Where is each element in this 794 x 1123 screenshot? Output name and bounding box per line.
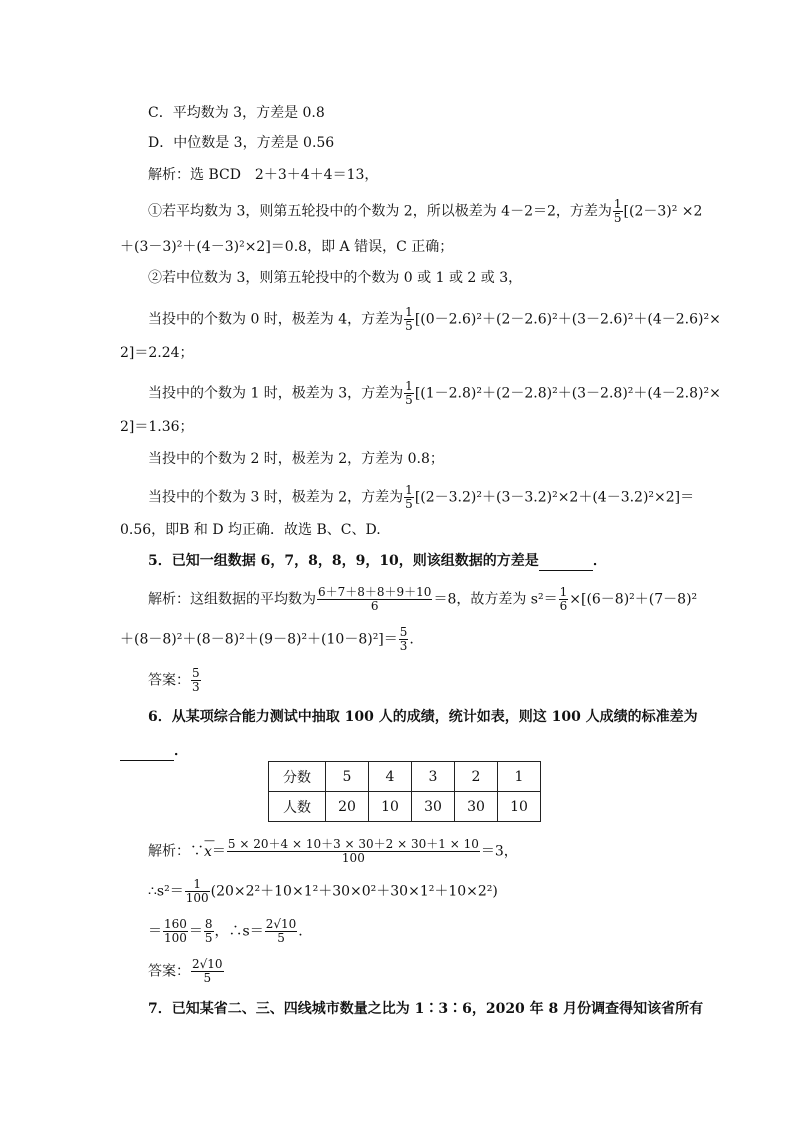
case-1-text: 当投中的个数为 1 时，极差为 3，方差为 xyxy=(148,385,404,402)
fraction-denominator: 3 xyxy=(399,639,408,653)
table-cell: 1 xyxy=(498,762,541,792)
fraction-numerator: 1 xyxy=(559,585,568,599)
mean-result: ＝3， xyxy=(480,843,518,860)
solution-line-1: 解析：选 BCD 2＋3＋4＋4＝13， xyxy=(148,167,379,183)
fraction-numerator: 2√10 xyxy=(265,917,297,931)
fraction-numerator: 1 xyxy=(405,379,413,393)
period: . xyxy=(409,631,414,648)
table-cell: 20 xyxy=(326,792,369,822)
case-0-expr: [(0－2.6)²＋(2－2.6)²＋(3－2.6)²＋(4－2.6)²× xyxy=(414,311,721,328)
fraction-one-fifth xyxy=(613,198,623,225)
period: . xyxy=(298,923,303,940)
answer-blank xyxy=(120,742,174,761)
fraction-denominator: 5 xyxy=(277,931,285,945)
std-dev-label: ，∴s＝ xyxy=(214,923,264,940)
q6-solution-line-1 xyxy=(148,838,518,865)
question-5-end: ． xyxy=(592,553,607,569)
result-fraction xyxy=(399,626,409,653)
fraction-denominator: 3 xyxy=(192,680,200,694)
fraction-numerator: 2√10 xyxy=(192,957,223,971)
fraction-denominator: 5 xyxy=(203,971,212,985)
question-5 xyxy=(148,552,607,571)
fraction-numerator: 1 xyxy=(405,305,413,319)
table-cell: 30 xyxy=(455,792,498,822)
q6-solution-line-3 xyxy=(148,918,303,945)
table-cell: 5 xyxy=(326,762,369,792)
table-cell: 3 xyxy=(412,762,455,792)
case-0-result: 2]＝2.24； xyxy=(120,345,194,361)
table-cell: 人数 xyxy=(269,792,326,822)
fraction-one-sixth xyxy=(559,586,569,613)
variance-expr: (20×2²＋10×1²＋30×0²＋30×1²＋10×2²) xyxy=(210,883,498,900)
table-cell: 30 xyxy=(412,792,455,822)
table-cell: 10 xyxy=(369,792,412,822)
mean-fraction xyxy=(227,838,480,865)
solution-line-2-expr: [(2－3)² ×2 xyxy=(623,203,703,220)
fraction-one-fifth xyxy=(404,380,414,407)
table-cell: 2 xyxy=(455,762,498,792)
question-6-line-2 xyxy=(120,742,188,761)
x-bar: — x xyxy=(204,843,212,861)
answer-label: 答案： xyxy=(148,963,190,980)
question-7: 7．已知某省二、三、四线城市数量之比为 1∶3∶6，2020 年 8 月份调查得知该省所有 xyxy=(148,1001,704,1017)
score-table xyxy=(268,761,541,822)
option-d: D．中位数是 3，方差是 0.56 xyxy=(148,135,335,151)
mean-fraction xyxy=(317,586,432,613)
fraction-numerator: 160 xyxy=(164,917,187,931)
fraction-numerator: 5 xyxy=(192,666,200,680)
case-3-result: 0.56，即B 和 D 均正确．故选 B、C、D. xyxy=(120,522,381,538)
case-1-result: 2]＝1.36； xyxy=(120,419,194,435)
mean-denominator: 100 xyxy=(341,851,365,865)
fraction-one-fifth xyxy=(404,484,414,511)
q5-solution-line-2 xyxy=(120,626,414,653)
solution-line-4: ②若中位数为 3，则第五轮投中的个数为 0 或 1 或 2 或 3， xyxy=(148,270,523,286)
case-0-text: 当投中的个数为 0 时，极差为 4，方差为 xyxy=(148,311,404,328)
fraction-numerator: 1 xyxy=(185,878,210,892)
solution-line-2 xyxy=(148,198,702,225)
case-1 xyxy=(148,380,721,407)
fraction-sqrt xyxy=(265,918,298,945)
case-3-expr: [(2－3.2)²＋(3－3.2)²×2＋(4－3.2)²×2]＝ xyxy=(414,489,695,506)
q5-solution-line-1 xyxy=(148,586,697,613)
mean-numerator: 5 × 20＋4 × 10＋3 × 30＋2 × 30＋1 × 10 xyxy=(227,837,479,851)
equals: ＝ xyxy=(188,923,203,940)
table-row xyxy=(269,792,541,822)
answer-fraction xyxy=(191,958,224,985)
question-6: 6．从某项综合能力测试中抽取 100 人的成绩，统计如表，则这 100 人成绩的标准差为 xyxy=(148,709,698,725)
q6-solution-text: 解析：∵ xyxy=(148,843,204,860)
fraction-8-5 xyxy=(204,918,214,945)
equals: ＝ xyxy=(148,923,162,940)
fraction-denominator: 5 xyxy=(613,211,622,225)
variance-label: ∴s²＝ xyxy=(148,883,184,900)
fraction-numerator: 1 xyxy=(613,197,622,211)
answer-blank xyxy=(539,552,593,571)
case-1-expr: [(1－2.8)²＋(2－2.8)²＋(3－2.8)²＋(4－2.8)²× xyxy=(414,385,721,402)
fraction-denominator: 5 xyxy=(405,319,413,333)
option-c: C．平均数为 3，方差是 0.8 xyxy=(148,105,325,121)
q5-answer xyxy=(148,667,202,694)
question-6-end: ． xyxy=(174,743,188,759)
q5-line-2-expr: ＋(8－8)²＋(8－8)²＋(9－8)²＋(10－8)²]＝ xyxy=(120,631,398,648)
fraction-denominator: 5 xyxy=(405,393,413,407)
fraction-denominator: 5 xyxy=(204,931,213,945)
case-0 xyxy=(148,306,721,333)
q6-solution-line-2 xyxy=(148,878,498,905)
fraction-denominator: 6 xyxy=(559,599,568,613)
case-3 xyxy=(148,484,694,511)
fraction-numerator: 8 xyxy=(204,917,213,931)
equals: ＝ xyxy=(211,843,226,860)
solution-line-3: ＋(3－3)²＋(4－3)²×2]＝0.8，即 A 错误，C 正确； xyxy=(120,239,454,255)
table-row xyxy=(269,762,541,792)
q5-variance-text: ＝8，故方差为 s²＝ xyxy=(433,591,558,608)
q5-variance-expr: ×[(6－8)²＋(7－8)² xyxy=(569,591,698,608)
question-5-text: 5．已知一组数据 6，7，8，8，9，10，则该组数据的方差是 xyxy=(148,553,539,569)
fraction-numerator: 1 xyxy=(405,483,413,497)
fraction-one-hundredth xyxy=(185,878,210,905)
fraction-one-fifth xyxy=(404,306,414,333)
fraction-denominator: 100 xyxy=(185,891,209,905)
table-cell: 4 xyxy=(369,762,412,792)
q5-solution-text: 解析：这组数据的平均数为 xyxy=(148,591,316,608)
q6-answer xyxy=(148,958,225,985)
case-3-text: 当投中的个数为 3 时，极差为 2，方差为 xyxy=(148,489,404,506)
table-cell: 分数 xyxy=(269,762,326,792)
fraction-160-100 xyxy=(163,918,188,945)
mean-denominator: 6 xyxy=(370,599,379,613)
fraction-denominator: 100 xyxy=(164,931,187,945)
fraction-numerator: 5 xyxy=(399,625,408,639)
solution-line-2-text: ①若平均数为 3，则第五轮投中的个数为 2，所以极差为 4－2＝2，方差为 xyxy=(148,203,612,220)
fraction-denominator: 5 xyxy=(405,497,413,511)
mean-numerator: 6＋7＋8＋8＋9＋10 xyxy=(318,585,432,599)
answer-fraction xyxy=(191,667,201,694)
answer-label: 答案： xyxy=(148,672,190,689)
table-cell: 10 xyxy=(498,792,541,822)
case-2: 当投中的个数为 2 时，极差为 2，方差为 0.8； xyxy=(148,451,444,467)
